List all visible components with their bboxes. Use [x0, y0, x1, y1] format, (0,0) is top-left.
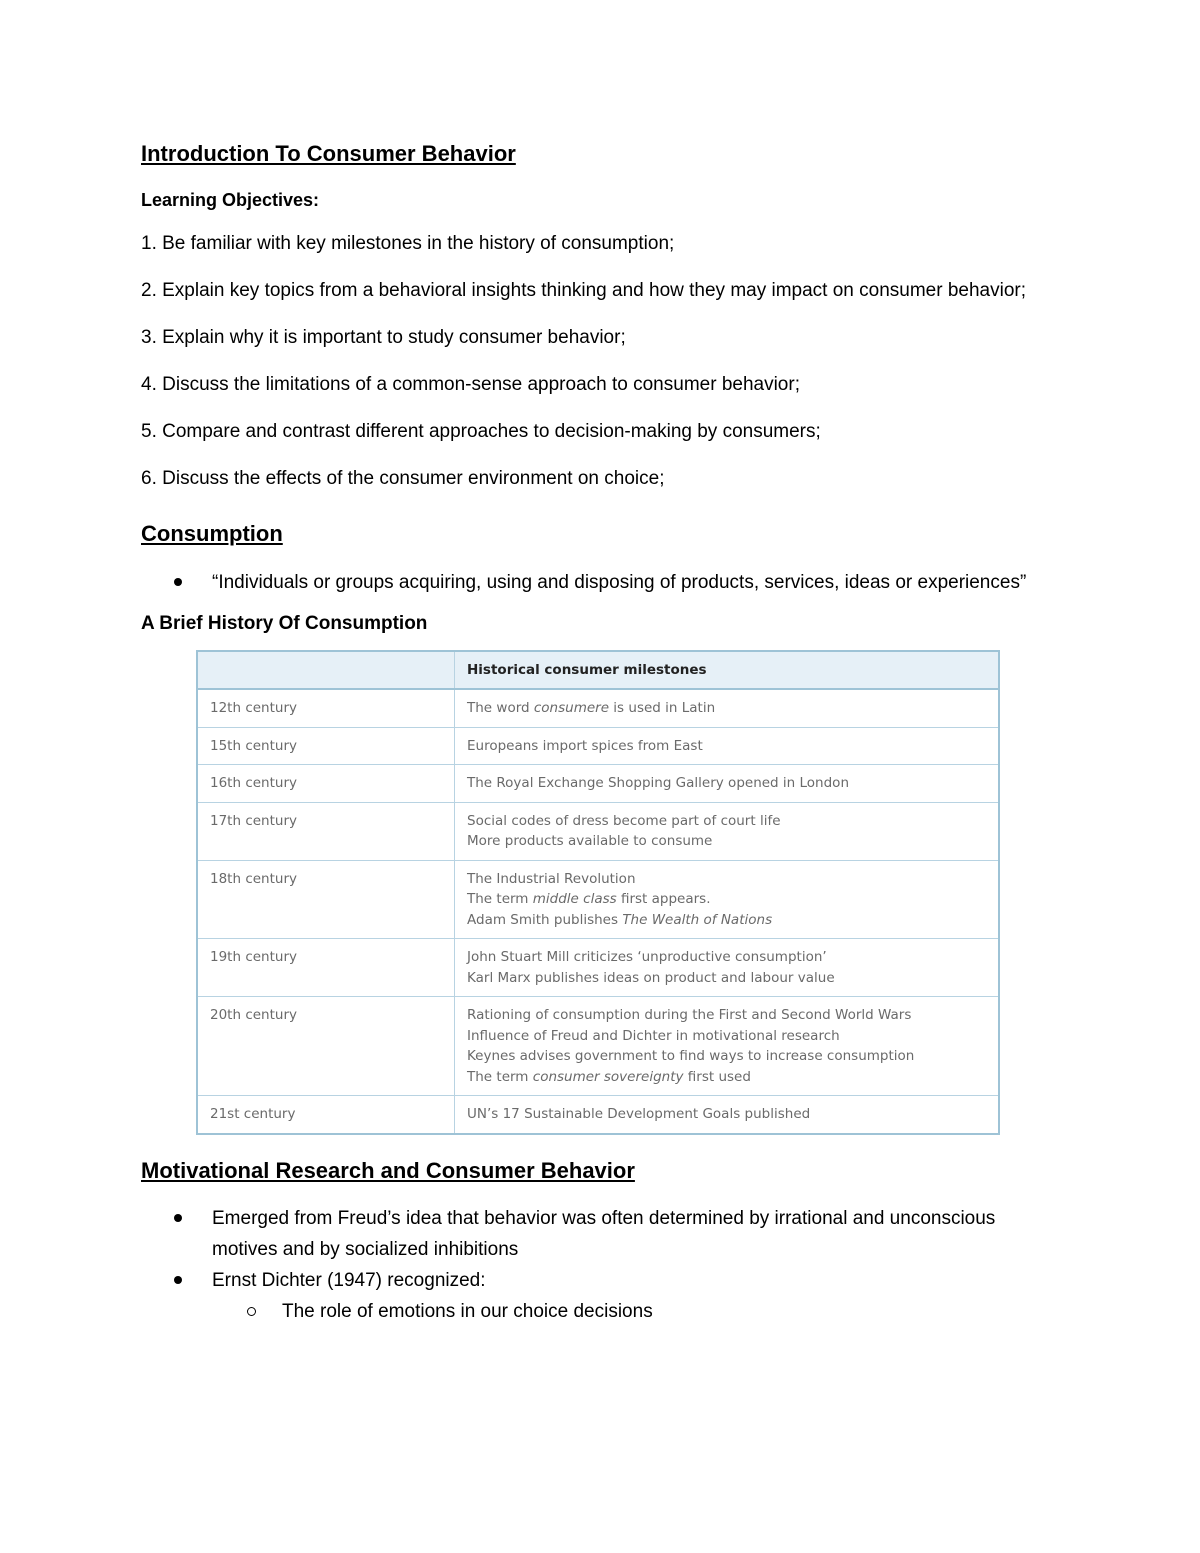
milestone-line: Adam Smith publishes The Wealth of Nations [467, 911, 773, 928]
milestone-line: The word consumere is used in Latin [467, 700, 716, 717]
milestone-line: Keynes advises government to find ways to increase consumption [467, 1048, 915, 1065]
bullet-icon [174, 578, 182, 586]
circle-bullet-icon [247, 1307, 256, 1316]
century-cell: 17th century [197, 802, 455, 860]
list-item [141, 1296, 1061, 1327]
table-row [197, 802, 999, 860]
learning-objectives-heading: Learning Objectives: [141, 189, 320, 210]
objective-item: 6. Discuss the effects of the consumer environment on choice; [141, 467, 665, 489]
milestone-line: The Industrial Revolution [467, 870, 636, 887]
sub-bullets [212, 1296, 1061, 1327]
table-row [197, 939, 999, 997]
milestone-line: Rationing of consumption during the First and Second World Wars [467, 1007, 912, 1024]
milestone-cell [455, 765, 1000, 803]
century-column-header [197, 651, 455, 689]
sub-bullet-text: The role of emotions in our choice decisions [282, 1301, 653, 1323]
document-page [141, 140, 1061, 1337]
milestone-line: UN’s 17 Sustainable Development Goals published [467, 1106, 811, 1123]
milestone-cell [455, 997, 1000, 1096]
milestone-line: The term middle class first appears. [467, 891, 711, 908]
milestone-cell [455, 727, 1000, 765]
objective-item: 4. Discuss the limitations of a common-sense approach to consumer behavior; [141, 373, 800, 395]
milestone-line: The term consumer sovereignty first used [467, 1068, 751, 1085]
milestone-cell [455, 1096, 1000, 1134]
century-cell: 15th century [197, 727, 455, 765]
bullet-icon [174, 1276, 182, 1284]
table-header-row [197, 651, 999, 689]
history-heading: A Brief History Of Consumption [141, 612, 428, 634]
milestone-line: Influence of Freud and Dichter in motivational research [467, 1027, 840, 1044]
table-row [197, 765, 999, 803]
list-item [141, 567, 1061, 598]
table-row [197, 860, 999, 939]
bullet-text: Emerged from Freud’s idea that behavior was often determined by irrational and unconscious motives and by socialized inhibitions [212, 1208, 996, 1261]
milestone-cell [455, 939, 1000, 997]
milestones-table [196, 650, 1000, 1135]
motivational-bullets [141, 1203, 1061, 1327]
table-row [197, 727, 999, 765]
document-title: Introduction To Consumer Behavior [141, 141, 516, 166]
milestones-table-body [197, 689, 999, 1134]
milestone-cell [455, 802, 1000, 860]
century-cell: 19th century [197, 939, 455, 997]
objective-item: 3. Explain why it is important to study consumer behavior; [141, 326, 626, 348]
consumption-definition: “Individuals or groups acquiring, using and disposing of products, services, ideas or experiences” [212, 571, 1027, 593]
bullet-text: Ernst Dichter (1947) recognized: [212, 1270, 486, 1292]
milestone-cell [455, 860, 1000, 939]
milestone-line: More products available to consume [467, 833, 713, 850]
century-cell: 12th century [197, 689, 455, 727]
milestone-line: Social codes of dress become part of court life [467, 812, 781, 829]
century-cell: 16th century [197, 765, 455, 803]
motivational-research-heading: Motivational Research and Consumer Behavior [141, 1157, 635, 1183]
list-item [141, 1265, 1061, 1327]
table-row [197, 1096, 999, 1134]
century-cell: 20th century [197, 997, 455, 1096]
milestone-line: The Royal Exchange Shopping Gallery opened in London [467, 775, 849, 792]
objective-item: 5. Compare and contrast different approaches to decision-making by consumers; [141, 420, 821, 442]
bullet-icon [174, 1214, 182, 1222]
milestone-line: Karl Marx publishes ideas on product and labour value [467, 969, 835, 986]
century-cell: 18th century [197, 860, 455, 939]
objective-item: 2. Explain key topics from a behavioral insights thinking and how they may impact on consumer behavior; [141, 279, 1027, 301]
table-row [197, 689, 999, 727]
learning-objectives-list [141, 228, 1061, 494]
table-row [197, 997, 999, 1096]
objective-item: 1. Be familiar with key milestones in the history of consumption; [141, 232, 675, 254]
milestone-line: Europeans import spices from East [467, 737, 703, 754]
milestones-column-header: Historical consumer milestones [455, 651, 1000, 689]
consumption-bullets [141, 567, 1061, 598]
milestone-cell [455, 689, 1000, 727]
century-cell: 21st century [197, 1096, 455, 1134]
milestone-line: John Stuart Mill criticizes ‘unproductive consumption’ [467, 949, 827, 966]
list-item [141, 1203, 1061, 1265]
consumption-heading: Consumption [141, 520, 283, 546]
